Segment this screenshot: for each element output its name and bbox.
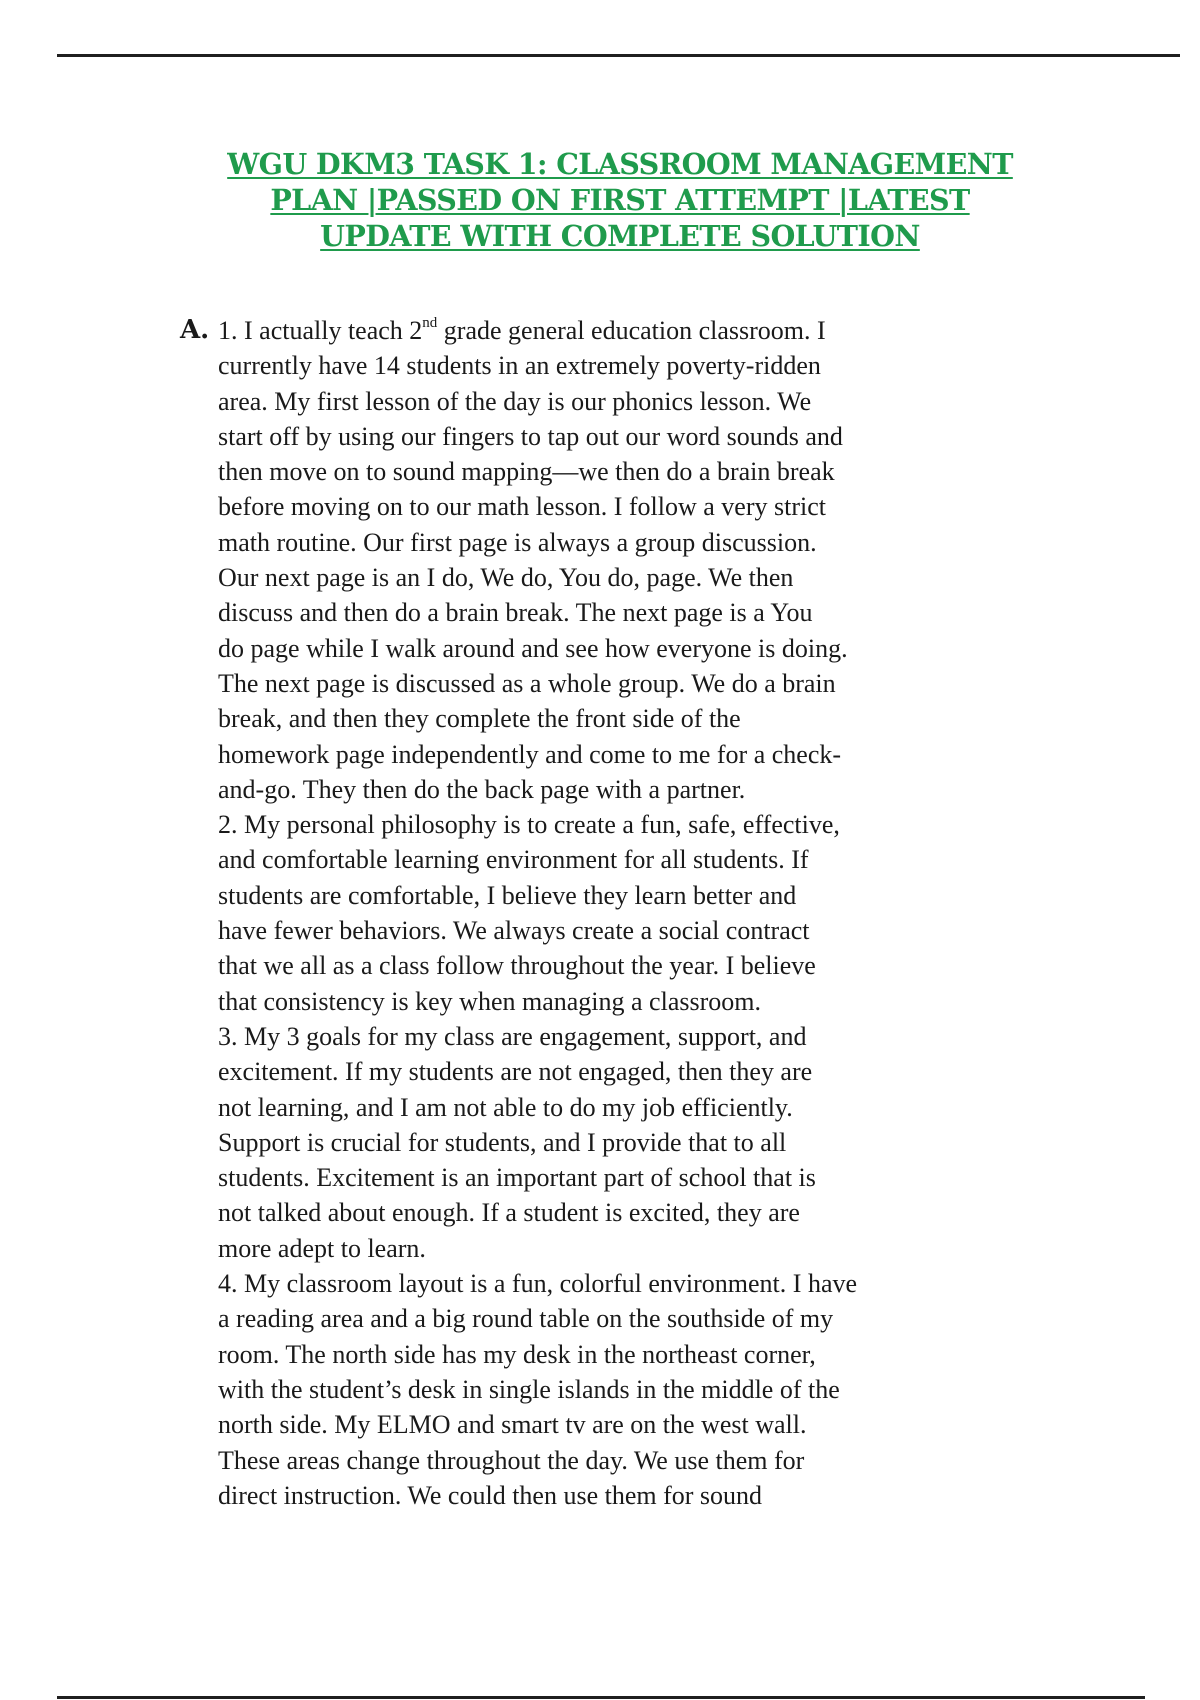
body-line: math routine. Our first page is always a group discussion. bbox=[218, 527, 817, 557]
title-line-3 bbox=[140, 218, 1100, 254]
body-line: before moving on to our math lesson. I follow a very strict bbox=[218, 492, 826, 522]
body-line: not talked about enough. If a student is excited, they are bbox=[218, 1198, 800, 1228]
body-line: not learning, and I am not able to do my job efficiently. bbox=[218, 1092, 793, 1122]
ordinal-superscript: nd bbox=[422, 315, 438, 332]
body-line: that we all as a class follow throughout the year. I believe bbox=[218, 951, 816, 981]
section-label: A. bbox=[180, 315, 210, 345]
body-line: a reading area and a big round table on the southside of my bbox=[218, 1304, 834, 1334]
body-line: area. My first lesson of the day is our phonics lesson. We bbox=[218, 386, 812, 416]
body-line: that consistency is key when managing a classroom. bbox=[218, 986, 761, 1016]
body-line: 2. My personal philosophy is to create a fun, safe, effective, bbox=[218, 810, 840, 840]
body-line: start off by using our fingers to tap out our word sounds and bbox=[218, 421, 843, 451]
title-line-1-text: WGU DKM3 TASK 1: CLASSROOM MANAGEMENT bbox=[227, 147, 1013, 181]
title-line-2-text: PLAN |PASSED ON FIRST ATTEMPT |LATEST bbox=[270, 183, 970, 217]
body-line: Support is crucial for students, and I provide that to all bbox=[218, 1127, 787, 1157]
body-line bbox=[218, 313, 1118, 348]
body-line: break, and then they complete the front side of the bbox=[218, 704, 741, 734]
body-line: and-go. They then do the back page with a partner. bbox=[218, 774, 746, 804]
body-line: then move on to sound mapping—we then do a brain break bbox=[218, 457, 835, 487]
body-line: with the student’s desk in single islands in the middle of the bbox=[218, 1374, 840, 1404]
body-line: room. The north side has my desk in the northeast corner, bbox=[218, 1339, 816, 1369]
header-rule bbox=[57, 54, 1180, 57]
body-line: students are comfortable, I believe they learn better and bbox=[218, 880, 797, 910]
body-line: These areas change throughout the day. We use them for bbox=[218, 1445, 805, 1475]
body-line: students. Excitement is an important part of school that is bbox=[218, 1163, 816, 1193]
body-line: have fewer behaviors. We always create a social contract bbox=[218, 916, 810, 946]
body-line: north side. My ELMO and smart tv are on the west wall. bbox=[218, 1410, 807, 1440]
body-line: and comfortable learning environment for all students. If bbox=[218, 845, 809, 875]
title-line-3-text: UPDATE WITH COMPLETE SOLUTION bbox=[320, 219, 920, 253]
body-line: direct instruction. We could then use them for sound bbox=[218, 1480, 763, 1510]
document-title bbox=[140, 146, 1100, 254]
body-line: discuss and then do a brain break. The next page is a You bbox=[218, 598, 813, 628]
section-body bbox=[218, 313, 1118, 1513]
body-line: 3. My 3 goals for my class are engagement, support, and bbox=[218, 1021, 807, 1051]
body-line: more adept to learn. bbox=[218, 1233, 426, 1263]
body-line: do page while I walk around and see how everyone is doing. bbox=[218, 633, 848, 663]
body-line: The next page is discussed as a whole group. We do a brain bbox=[218, 668, 836, 698]
footer-rule bbox=[57, 1696, 1145, 1699]
body-line-text: 1. I actually teach 2 bbox=[218, 316, 423, 345]
body-line: Our next page is an I do, We do, You do, page. We then bbox=[218, 563, 794, 593]
body-line: homework page independently and come to me for a check- bbox=[218, 739, 842, 769]
body-line: currently have 14 students in an extremely poverty-ridden bbox=[218, 351, 821, 381]
title-line-1 bbox=[140, 146, 1100, 182]
body-line-text: grade general education classroom. I bbox=[437, 316, 826, 345]
body-line: 4. My classroom layout is a fun, colorful environment. I have bbox=[218, 1269, 858, 1299]
body-line: excitement. If my students are not engaged, then they are bbox=[218, 1057, 813, 1087]
title-line-2 bbox=[140, 182, 1100, 218]
